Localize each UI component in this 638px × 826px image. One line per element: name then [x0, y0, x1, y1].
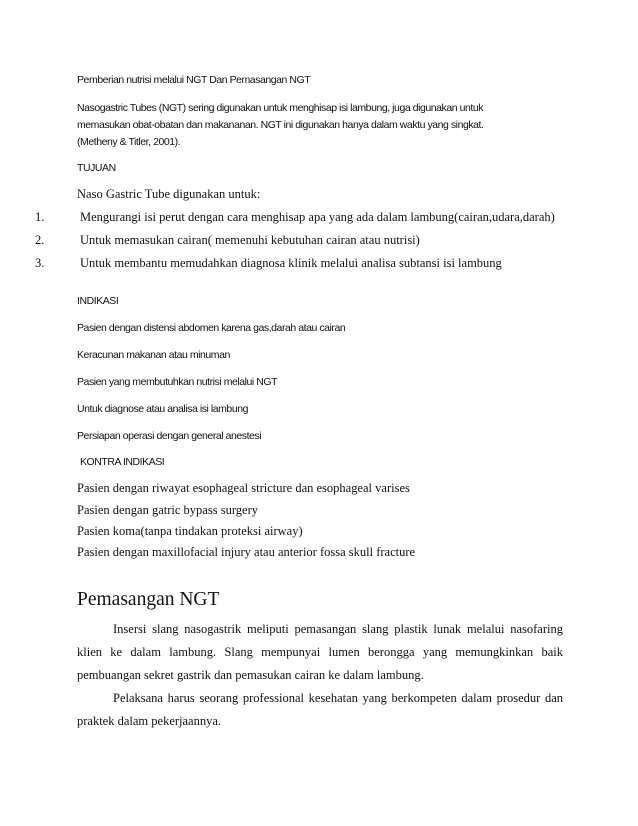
- list-item: Pasien koma(tanpa tindakan proteksi airway): [77, 524, 303, 538]
- paragraph-line: praktek dalam pekerjaannya.: [77, 714, 222, 728]
- tujuan-heading: TUJUAN: [77, 162, 116, 174]
- intro-line-1: Nasogastric Tubes (NGT) sering digunakan untuk menghisap isi lambung, juga digunakan untuk: [77, 102, 484, 114]
- list-item: Pasien dengan gatric bypass surgery: [77, 503, 258, 517]
- list-item: Keracunan makanan atau minuman: [77, 349, 230, 361]
- paragraph-line: klien ke dalam lambung. Slang mempunyai lumen berongga yang memungkinkan baik: [77, 645, 563, 659]
- indikasi-heading: INDIKASI: [77, 295, 119, 307]
- tujuan-lead: Naso Gastric Tube digunakan untuk:: [77, 187, 261, 201]
- list-item: Pasien dengan riwayat esophageal stricture dan esophageal varises: [77, 481, 410, 495]
- paragraph-line: pembuangan sekret gastrik dan pemasukan cairan ke dalam lambung.: [77, 668, 424, 682]
- kontra-heading: KONTRA INDIKASI: [80, 456, 165, 468]
- list-item: Mengurangi isi perut dengan cara menghisap apa yang ada dalam lambung(cairan,udara,darah): [80, 210, 555, 224]
- list-item: Untuk membantu memudahkan diagnosa klinik melalui analisa subtansi isi lambung: [80, 256, 502, 270]
- list-item: Untuk memasukan cairan( memenuhi kebutuhan cairan atau nutrisi): [80, 233, 420, 247]
- list-number: 2.: [35, 233, 45, 247]
- intro-line-2: memasukan obat-obatan dan makananan. NGT ini digunakan hanya dalam waktu yang singkat.: [77, 119, 484, 131]
- paragraph-line: Insersi slang nasogastrik meliputi pemasangan slang plastik lunak melalui nasofaring: [113, 622, 563, 636]
- intro-title: Pemberian nutrisi melalui NGT Dan Pemasangan NGT: [77, 74, 311, 86]
- list-item: Pasien dengan maxillofacial injury atau anterior fossa skull fracture: [77, 545, 416, 559]
- pemasangan-heading: Pemasangan NGT: [77, 589, 220, 610]
- list-item: Untuk diagnose atau analisa isi lambung: [77, 403, 248, 415]
- list-number: 3.: [35, 256, 45, 270]
- paragraph-line: Pelaksana harus seorang professional kesehatan yang berkompeten dalam prosedur dan: [113, 691, 563, 705]
- list-item: Pasien yang membutuhkan nutrisi melalui NGT: [77, 376, 278, 388]
- list-item: Persiapan operasi dengan general anestesi: [77, 430, 262, 442]
- list-item: Pasien dengan distensi abdomen karena gas,darah atau cairan: [77, 322, 346, 334]
- intro-line-3: (Metheny & Titler, 2001).: [77, 136, 181, 148]
- list-number: 1.: [35, 210, 45, 224]
